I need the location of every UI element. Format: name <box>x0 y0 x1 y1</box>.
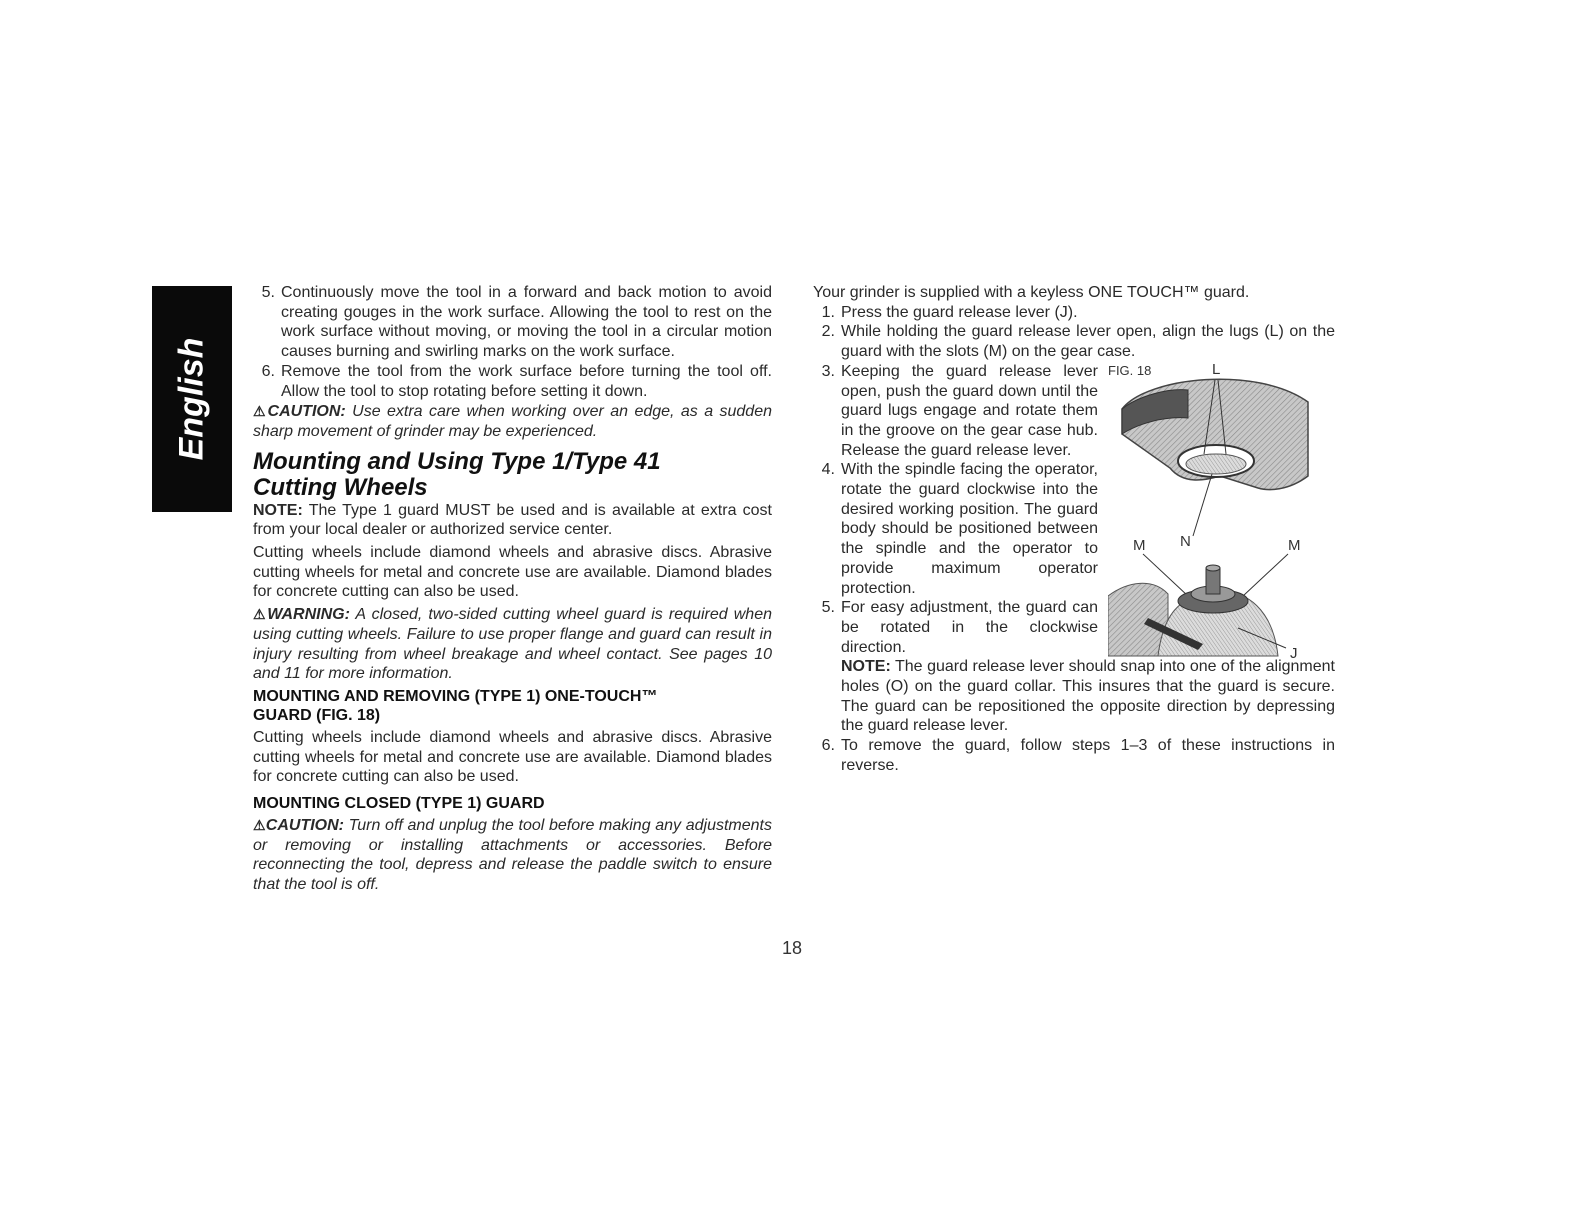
list-number: 2. <box>821 323 835 341</box>
subheading: MOUNTING CLOSED (TYPE 1) GUARD <box>253 795 545 813</box>
intro-paragraph: Your grinder is supplied with a keyless ONE TOUCH™ guard. <box>813 284 1250 301</box>
warning-icon: ⚠ <box>253 817 266 834</box>
list-text: Continuously move the tool in a forward and back motion to avoid creating gouges in the work surface. Allowing the tool to rest on the work surface without moving, or moving the tool in a circular motion causes burning and swirling marks on the work surface. <box>281 284 772 361</box>
list-text: For easy adjustment, the guard can be rotated in the clockwise direction. <box>841 599 1098 656</box>
list-item <box>813 598 1098 657</box>
caution-label: CAUTION: <box>267 403 346 421</box>
spindle-top <box>1206 565 1220 571</box>
list-number: 3. <box>821 362 835 380</box>
note-text: The Type 1 guard MUST be used and is available at extra cost from your local dealer or authorized service center. <box>253 501 773 539</box>
list-item <box>813 460 1098 598</box>
figure-18 <box>1108 356 1318 666</box>
list-text: Press the guard release lever (J). <box>841 303 1078 321</box>
language-tab <box>152 286 232 512</box>
note-label: NOTE: <box>841 658 891 676</box>
spindle <box>1206 568 1220 594</box>
gear-case-left <box>1108 583 1168 656</box>
list-item <box>253 283 772 362</box>
leader-line <box>1193 474 1212 536</box>
section-heading <box>253 449 772 501</box>
heading-line: Cutting Wheels <box>253 473 428 501</box>
heading-line: Mounting and Using Type 1/Type 41 <box>253 447 661 475</box>
list-number: 1. <box>821 303 835 321</box>
figure-steps <box>813 362 1098 658</box>
caution-paragraph <box>253 816 772 895</box>
list-number: 5. <box>821 599 835 617</box>
right-column <box>813 283 1335 776</box>
figure-label-j: J <box>1290 644 1298 662</box>
warning-text: A closed, two-sided cutting wheel guard is required when using cutting wheels. Failure to use proper flange and guard can result in injury resulting from wheel breakage and wheel contact. See pages 10 and 11 for more information. <box>253 606 772 683</box>
language-label: English <box>172 337 211 461</box>
subheading-line: MOUNTING AND REMOVING (TYPE 1) ONE-TOUCH™ <box>253 687 658 705</box>
list-item <box>813 362 1098 461</box>
caution-text: Turn off and unplug the tool before making any adjustments or removing or installing attachments or accessories. Before reconnecting the tool, depress and release the paddle switch to ensure that the tool is off. <box>253 817 772 894</box>
warning-icon: ⚠ <box>253 606 268 623</box>
list-text: To remove the guard, follow steps 1–3 of these instructions in reverse. <box>841 737 1335 774</box>
figure-label-m: M <box>1288 536 1301 554</box>
note-label: NOTE: <box>253 501 303 519</box>
list-text: Keeping the guard release lever open, push the guard down until the guard lugs engage and rotate them in the groove on the gear case hub. Release the guard release lever. <box>841 362 1098 459</box>
list-item <box>253 362 772 401</box>
caution-label: CAUTION: <box>265 817 344 835</box>
figure-caption: FIG. 18 <box>1108 362 1152 378</box>
list-text: While holding the guard release lever open, align the lugs (L) on the guard with the slots (M) on the gear case. <box>841 323 1335 361</box>
body-paragraph: Cutting wheels include diamond wheels and abrasive discs. Abrasive cutting wheels for metal and concrete use are available. Diamond blades for concrete cutting can also be used. <box>253 544 772 601</box>
note-text: The guard release lever should snap into one of the alignment holes (O) on the guard collar. This insures that the guard is secure. The guard can be repositioned the opposite direction by depressing the guard release lever. <box>841 658 1335 735</box>
subheading <box>253 687 772 725</box>
figure-label-l: L <box>1212 360 1221 378</box>
list-number: 5. <box>261 284 275 301</box>
left-column <box>253 283 772 895</box>
warning-label: WARNING: <box>267 606 350 624</box>
list-item <box>813 736 1335 775</box>
caution-text: Use extra care when working over an edge, as a sudden sharp movement of grinder may be experienced. <box>253 403 772 440</box>
list-number: 6. <box>261 362 275 380</box>
warning-paragraph <box>253 605 772 684</box>
body-paragraph: Cutting wheels include diamond wheels and abrasive discs. Abrasive cutting wheels for metal and concrete use are available. Diamond blades for concrete cutting can also be used. <box>253 728 772 786</box>
list-item <box>813 303 1335 323</box>
figure-block <box>813 360 1335 662</box>
list-number: 4. <box>821 461 835 479</box>
subheading-line: GUARD (FIG. 18) <box>253 706 381 724</box>
guard-collar-inner <box>1186 454 1246 474</box>
list-text: With the spindle facing the operator, rotate the guard clockwise into the desired working position. The guard body should be positioned between the spindle and the operator to provide maximum operator protection. <box>841 461 1098 597</box>
figure-label-m: M <box>1133 536 1146 554</box>
caution-paragraph <box>253 402 772 441</box>
list-number: 6. <box>821 737 835 755</box>
page-number: 18 <box>781 938 803 958</box>
warning-icon: ⚠ <box>253 403 268 420</box>
note-paragraph <box>813 657 1335 736</box>
note-paragraph <box>253 501 772 540</box>
list-text: Remove the tool from the work surface before turning the tool off. Allow the tool to stop rotating before setting it down. <box>281 362 772 400</box>
figure-label-n: N <box>1180 532 1191 550</box>
leader-line <box>1243 554 1288 596</box>
